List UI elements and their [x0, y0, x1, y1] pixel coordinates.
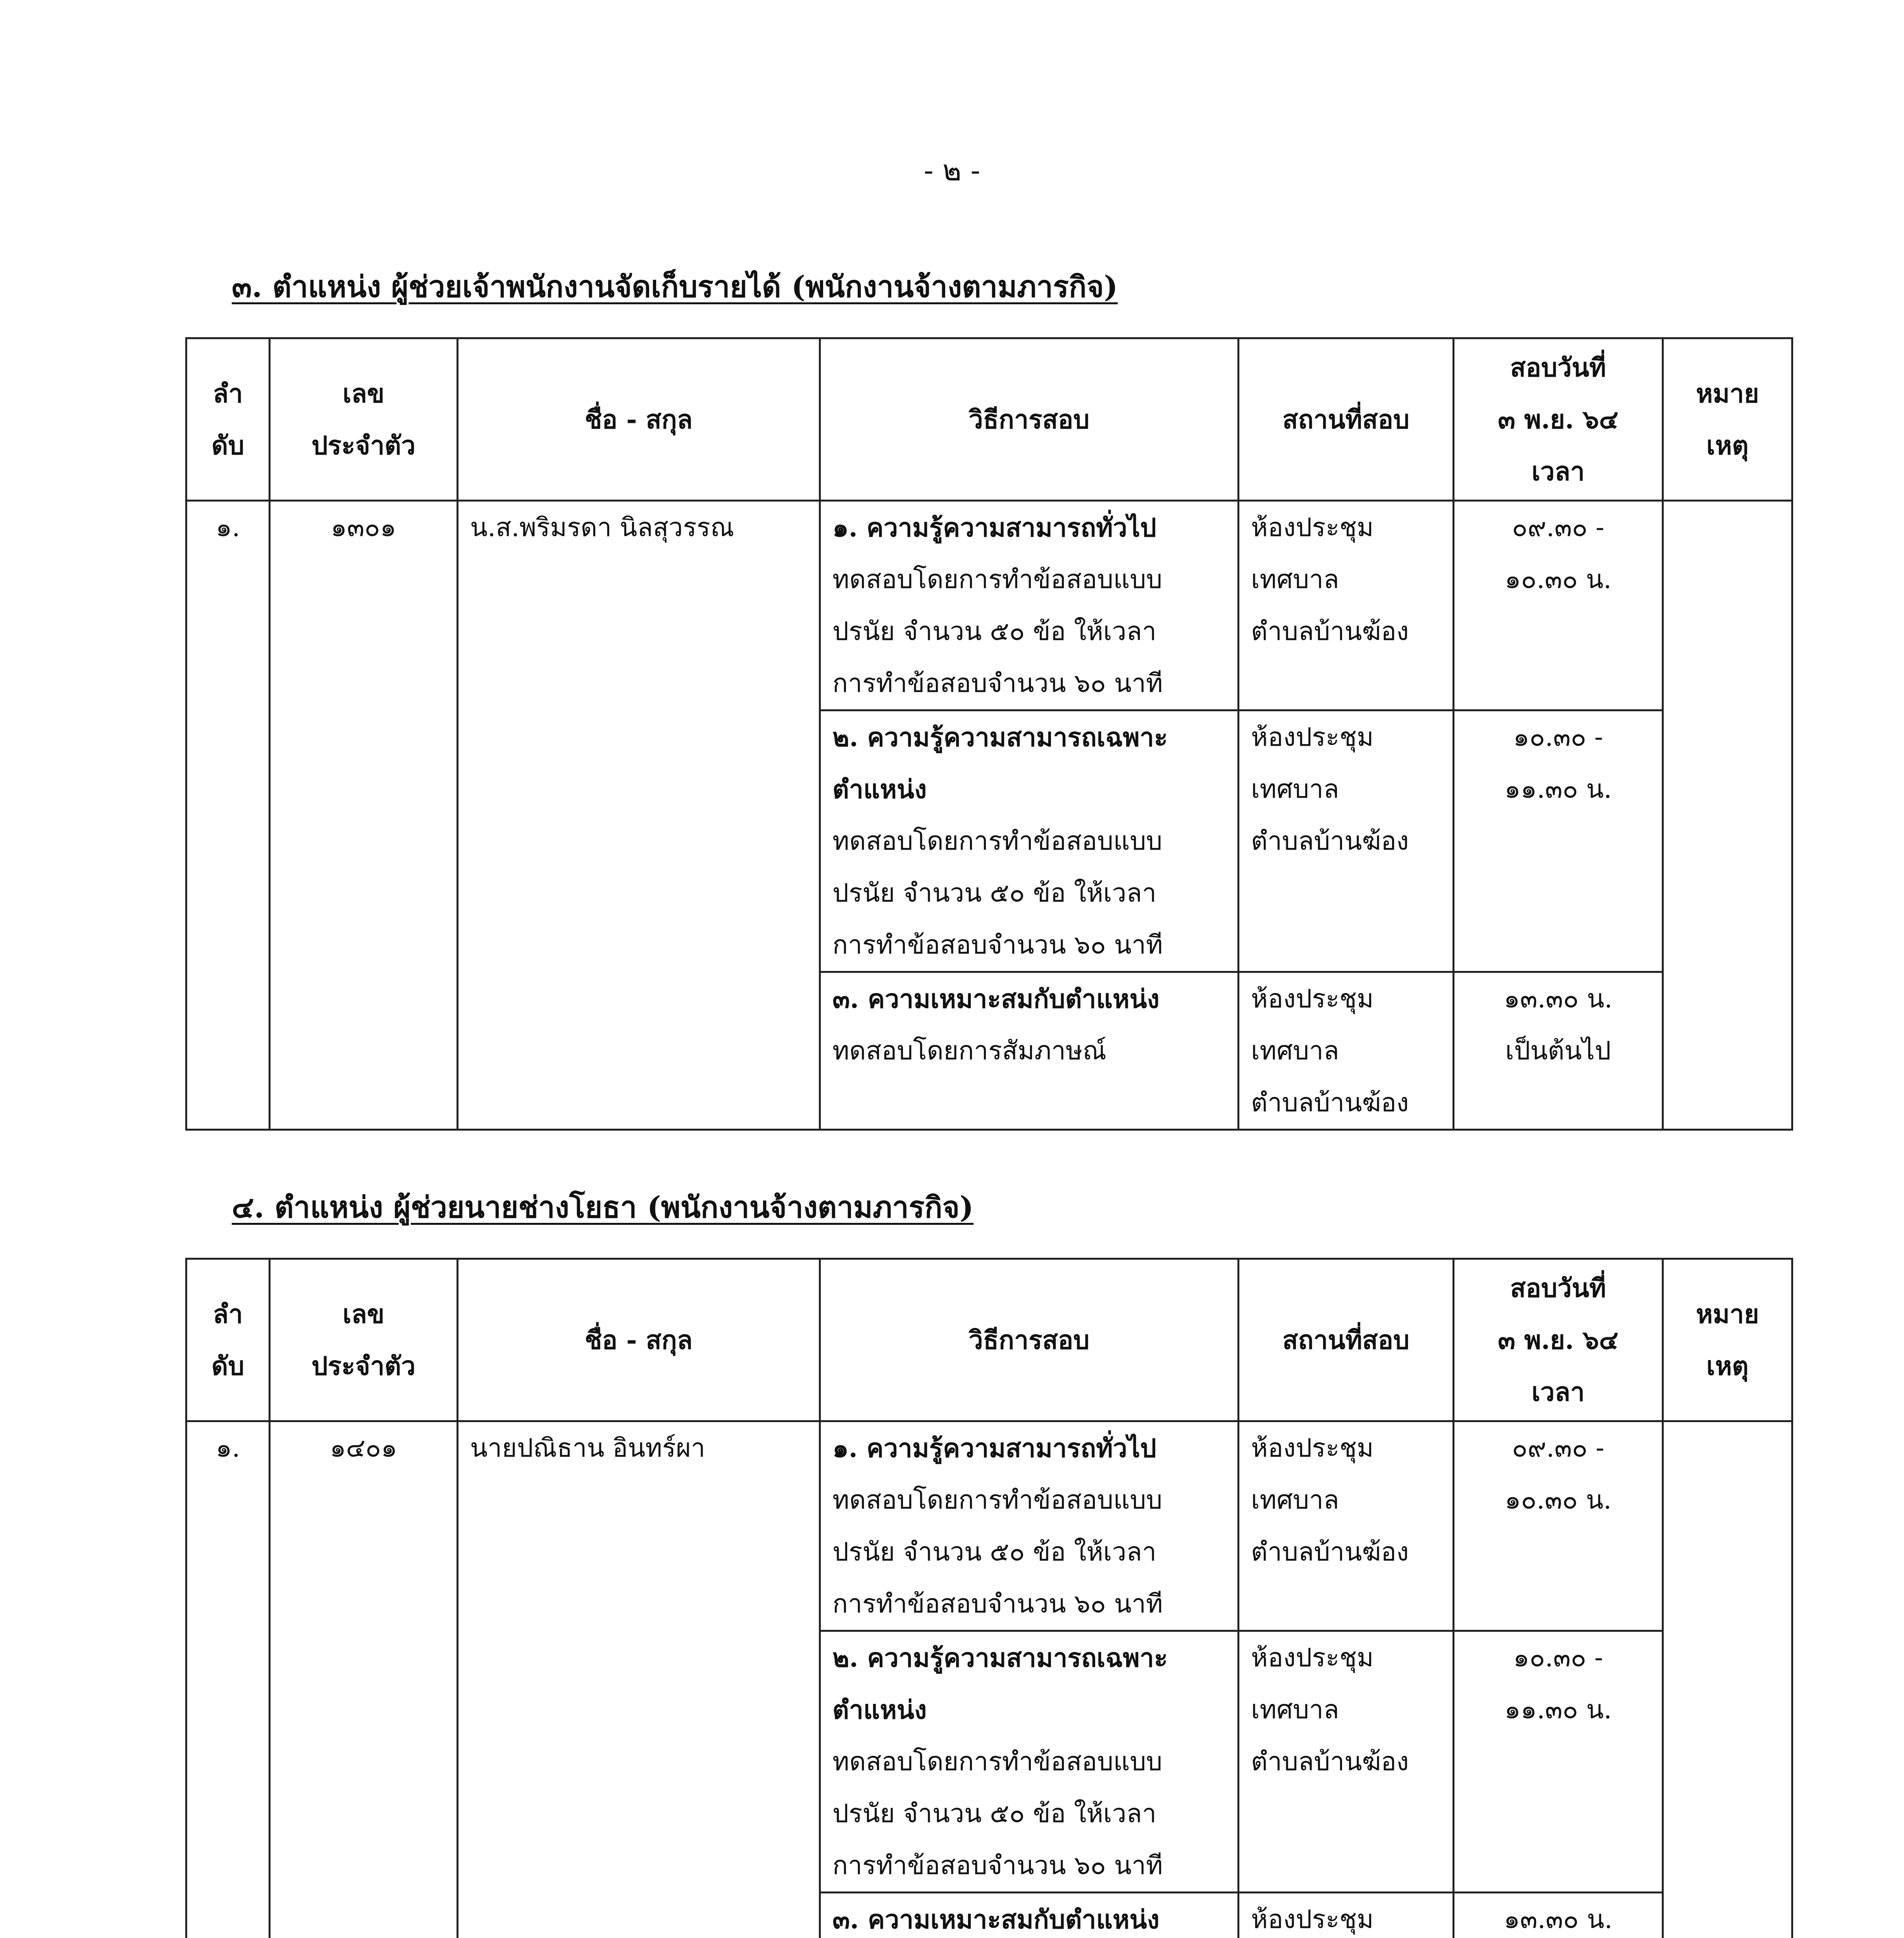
header-venue: สถานที่สอบ [1239, 1259, 1454, 1421]
exam-time: ๑๓.๓๐ น. เป็นต้นไป [1454, 972, 1663, 1130]
header-method: วิธีการสอบ [820, 338, 1239, 501]
exam-time: ๐๙.๓๐ - ๑๐.๓๐ น. [1454, 1421, 1663, 1631]
exam-schedule-table [185, 337, 1793, 1131]
exam-method: ๑. ความรู้ความสามารถทั่วไป ทดสอบโดยการทำข้อสอบแบบ ปรนัย จำนวน ๕๐ ข้อ ให้เวลา การทำข้อสอบจำนวน ๖๐ นาที [820, 1421, 1239, 1631]
header-id: เลข ประจำตัว [270, 1259, 458, 1421]
header-date-time: สอบวันที่ ๓ พ.ย. ๖๔ เวลา [1454, 1259, 1663, 1421]
exam-venue: ห้องประชุม เทศบาล ตำบลบ้านฆ้อง [1239, 1631, 1454, 1893]
section-title: ๔. ตำแหน่ง ผู้ช่วยนายช่างโยธา (พนักงานจ้างตามภารกิจ) [232, 1190, 974, 1224]
candidate-name: นายปณิธาน อินทร์ผา [458, 1421, 820, 1938]
exam-venue: ห้องประชุม เทศบาล ตำบลบ้านฆ้อง [1239, 501, 1454, 710]
header-name: ชื่อ - สกุล [458, 338, 820, 501]
exam-time: ๑๐.๓๐ - ๑๑.๓๐ น. [1454, 1631, 1663, 1893]
candidate-id: ๑๔๐๑ [270, 1421, 458, 1938]
candidate-id: ๑๓๐๑ [270, 501, 458, 1130]
header-method: วิธีการสอบ [820, 1259, 1239, 1421]
header-date-time: สอบวันที่ ๓ พ.ย. ๖๔ เวลา [1454, 338, 1663, 501]
header-venue: สถานที่สอบ [1239, 338, 1454, 501]
header-name: ชื่อ - สกุล [458, 1259, 820, 1421]
header-order: ลำ ดับ [186, 338, 270, 501]
exam-time: ๑๓.๓๐ น. [1454, 1893, 1663, 1938]
table-row [186, 501, 1792, 710]
candidate-order: ๑. [186, 501, 270, 1130]
exam-method: ๒. ความรู้ความสามารถเฉพาะ ตำแหน่ง ทดสอบโดยการทำข้อสอบแบบ ปรนัย จำนวน ๕๐ ข้อ ให้เวลา การทำข้อสอบจำนวน ๖๐ นาที [820, 710, 1239, 972]
exam-venue: ห้องประชุม เทศบาล ตำบลบ้านฆ้อง [1239, 972, 1454, 1130]
exam-venue: ห้องประชุม [1239, 1893, 1454, 1938]
page-number: - ๒ - [924, 154, 980, 187]
exam-method: ๓. ความเหมาะสมกับตำแหน่ง [820, 1893, 1239, 1938]
header-id: เลข ประจำตัว [270, 338, 458, 501]
header-order: ลำ ดับ [186, 1259, 270, 1421]
header-remark: หมาย เหตุ [1663, 338, 1792, 501]
exam-venue: ห้องประชุม เทศบาล ตำบลบ้านฆ้อง [1239, 710, 1454, 972]
table-header-row [186, 1259, 1792, 1421]
section-position-4 [185, 1184, 1791, 1938]
section-position-3 [185, 264, 1791, 1131]
section-title: ๓. ตำแหน่ง ผู้ช่วยเจ้าพนักงานจัดเก็บรายได้ (พนักงานจ้างตามภารกิจ) [232, 269, 1118, 304]
table-header-row [186, 338, 1792, 501]
exam-venue: ห้องประชุม เทศบาล ตำบลบ้านฆ้อง [1239, 1421, 1454, 1631]
exam-method: ๓. ความเหมาะสมกับตำแหน่ง ทดสอบโดยการสัมภาษณ์ [820, 972, 1239, 1130]
table-row [186, 1421, 1792, 1631]
remark-cell [1663, 1421, 1792, 1938]
exam-method: ๑. ความรู้ความสามารถทั่วไป ทดสอบโดยการทำข้อสอบแบบ ปรนัย จำนวน ๕๐ ข้อ ให้เวลา การทำข้อสอบจำนวน ๖๐ นาที [820, 501, 1239, 710]
remark-cell [1663, 501, 1792, 1130]
exam-method: ๒. ความรู้ความสามารถเฉพาะ ตำแหน่ง ทดสอบโดยการทำข้อสอบแบบ ปรนัย จำนวน ๕๐ ข้อ ให้เวลา การทำข้อสอบจำนวน ๖๐ นาที [820, 1631, 1239, 1893]
exam-time: ๐๙.๓๐ - ๑๐.๓๐ น. [1454, 501, 1663, 710]
exam-time: ๑๐.๓๐ - ๑๑.๓๐ น. [1454, 710, 1663, 972]
candidate-name: น.ส.พริมรดา นิลสุวรรณ [458, 501, 820, 1130]
exam-schedule-table [185, 1258, 1793, 1938]
candidate-order: ๑. [186, 1421, 270, 1938]
header-remark: หมาย เหตุ [1663, 1259, 1792, 1421]
